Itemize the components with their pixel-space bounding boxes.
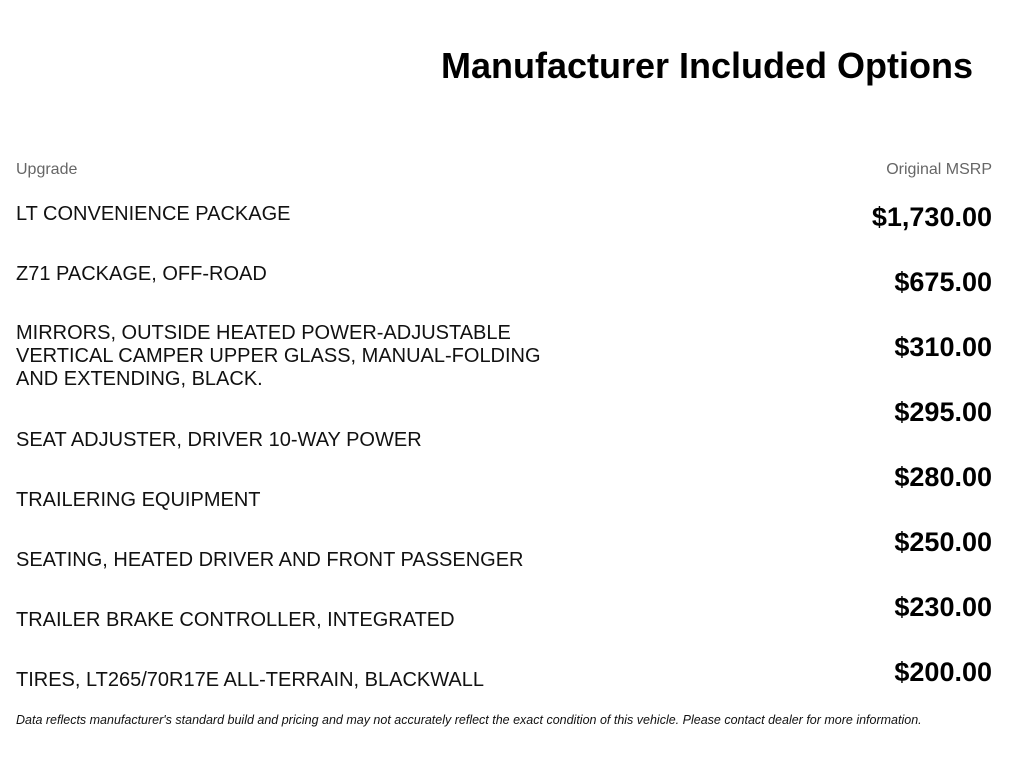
- option-price: $310.00: [894, 332, 992, 362]
- option-name: MIRRORS, OUTSIDE HEATED POWER-ADJUSTABLE VERTICAL CAMPER UPPER GLASS, MANUAL-FOLDING AND EXTENDING, BLACK.: [16, 322, 541, 390]
- option-price: $295.00: [894, 397, 992, 427]
- option-price: $200.00: [894, 657, 992, 687]
- option-price: $230.00: [894, 592, 992, 622]
- option-price: $250.00: [894, 527, 992, 557]
- option-name: Z71 PACKAGE, OFF-ROAD: [16, 263, 267, 285]
- option-price: $1,730.00: [871, 202, 992, 232]
- option-price: $675.00: [894, 267, 992, 297]
- option-name: LT CONVENIENCE PACKAGE: [16, 203, 291, 225]
- option-price: $280.00: [894, 462, 992, 492]
- upgrade-column-header: Upgrade: [16, 161, 78, 178]
- option-name: SEATING, HEATED DRIVER AND FRONT PASSENGER: [16, 549, 524, 571]
- page-title: Manufacturer Included Options: [441, 45, 974, 86]
- disclaimer-text: Data reflects manufacturer's standard build and pricing and may not accurately reflect the exact condition of this vehicle. Please contact dealer for more information.: [16, 713, 922, 727]
- option-name: TRAILERING EQUIPMENT: [16, 489, 261, 511]
- option-name: TIRES, LT265/70R17E ALL-TERRAIN, BLACKWALL: [16, 669, 484, 691]
- option-name: SEAT ADJUSTER, DRIVER 10-WAY POWER: [16, 429, 422, 451]
- msrp-column-header: Original MSRP: [886, 161, 992, 178]
- option-name: TRAILER BRAKE CONTROLLER, INTEGRATED: [16, 609, 455, 631]
